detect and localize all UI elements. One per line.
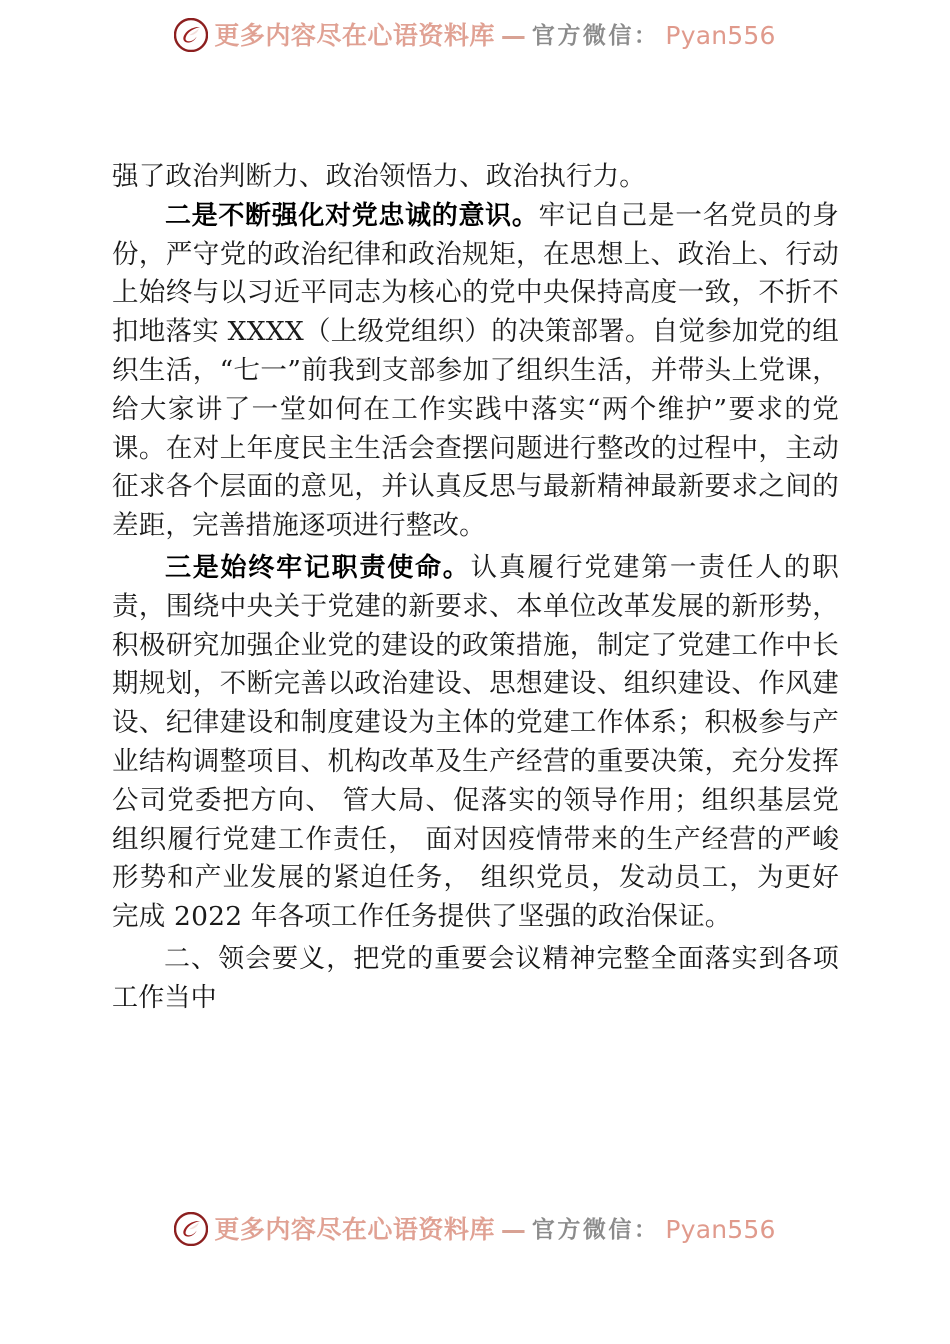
watermark-main-text: 更多内容尽在心语资料库 xyxy=(214,20,495,50)
paragraph-item-2 xyxy=(112,197,839,546)
paragraph-text-2: 牢记自己是一名党员的身份，严守党的政治纪律和政治规矩，在思想上、政治上、行动上始终与以习近平同志为核心的党中央保持高度一致，不折不扣地落实 XXXX（上级党组织）的决策部署。自觉参加党的组织生活，“七一”前我到支部参加了组织生活，并带头上党课，给大家讲了一堂如何在工作实践中落实“两个维护”要求的党课。在对上年度民主生活会查摆问题进行整改的过程中，主动征求各个层面的意见，并认真反思与最新精神最新要求之间的差距，完善措施逐项进行整改。 xyxy=(112,199,839,542)
section-heading-two: 二、领会要义，把党的重要会议精神完整全面落实到各项工作当中 xyxy=(112,943,839,1013)
header-watermark xyxy=(0,18,950,52)
watermark-wechat-label: 官方微信： xyxy=(531,1215,660,1243)
watermark-main-text: 更多内容尽在心语资料库 xyxy=(214,1214,495,1244)
paragraph-lead-3: 三是始终牢记职责使命。 xyxy=(165,552,471,583)
footer-watermark xyxy=(0,1212,950,1246)
watermark-wechat-id: Pyan556 xyxy=(665,20,776,50)
continuation-paragraph: 强了政治判断力、政治领悟力、政治执行力。 xyxy=(112,161,646,192)
paragraph-text-3: 认真履行党建第一责任人的职责，围绕中央关于党建的新要求、本单位改革发展的新形势，积极研究加强企业党的建设的政策措施，制定了党建工作中长期规划，不断完善以政治建设、思想建设、组织建设、作风建设、纪律建设和制度建设为主体的党建工作体系；积极参与产业结构调整项目、机构改革及生产经营的重要决策，充分发挥公司党委把方向、 管大局、促落实的领导作用；组织基层党组织履行党建工作责任， 面对因疫情带来的生产经营的严峻形势和产业发展的紧迫任务， 组织党员，发动员工，为更好完成 2022 年各项工作任务提供了坚强的政治保证。 xyxy=(112,551,839,933)
watermark-wechat-id: Pyan556 xyxy=(665,1214,776,1244)
watermark-dash: — xyxy=(500,20,526,50)
paragraph-item-3 xyxy=(112,549,839,937)
watermark-wechat-label: 官方微信： xyxy=(531,21,660,49)
circular-swoosh-logo-icon xyxy=(174,18,208,52)
document-body xyxy=(112,158,839,1018)
circular-swoosh-logo-icon xyxy=(174,1212,208,1246)
paragraph-lead-2: 二是不断强化对党忠诚的意识。 xyxy=(165,200,539,231)
watermark-dash: — xyxy=(500,1214,526,1244)
